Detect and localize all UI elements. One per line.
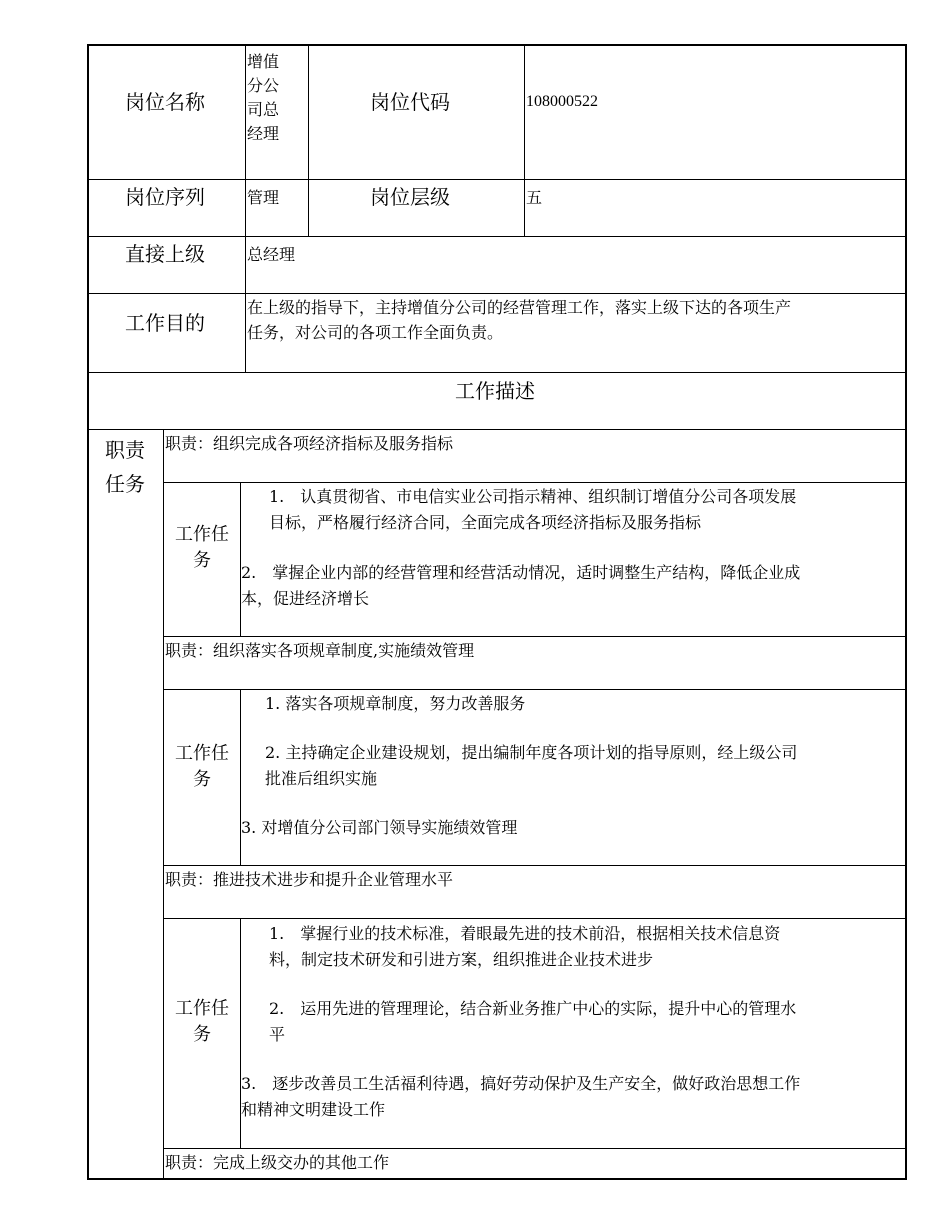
position-name-line: 司总 — [247, 100, 280, 119]
table-border-right — [905, 44, 907, 1180]
row-divider — [87, 429, 907, 430]
task-label-line: 务 — [193, 769, 211, 790]
row-divider — [87, 236, 907, 237]
row-divider — [163, 1148, 907, 1149]
duty-title: 职责：完成上级交办的其他工作 — [165, 1153, 390, 1172]
task-item-line: 1. 掌握行业的技术标准，着眼最先进的技术前沿，根据相关技术信息资 — [269, 924, 781, 943]
table-border-top — [87, 44, 907, 46]
purpose-label: 工作目的 — [125, 311, 205, 335]
section-title: 工作描述 — [455, 379, 535, 403]
row-divider — [87, 293, 907, 294]
purpose-text-line: 在上级的指导下，主持增值分公司的经营管理工作，落实上级下达的各项生产 — [247, 298, 792, 317]
task-item-line: 和精神文明建设工作 — [241, 1100, 386, 1119]
task-item-line: 1. 落实各项规章制度，努力改善服务 — [265, 694, 526, 713]
row-divider — [163, 636, 907, 637]
task-item-line: 1. 认真贯彻省、市电信实业公司指示精神、组织制订增值分公司各项发展 — [269, 487, 797, 506]
sequence-value: 管理 — [247, 188, 280, 207]
table-border-bottom — [87, 1178, 907, 1180]
position-code-label: 岗位代码 — [370, 90, 450, 114]
side-label-line: 职责 — [105, 438, 145, 462]
task-label-line: 务 — [193, 1024, 211, 1045]
level-value: 五 — [526, 188, 543, 207]
task-item-line: 2. 运用先进的管理理论，结合新业务推广中心的实际，提升中心的管理水 — [269, 999, 797, 1018]
position-name-label: 岗位名称 — [125, 90, 205, 114]
position-code-value: 108000522 — [526, 93, 598, 110]
purpose-text-line: 任务，对公司的各项工作全面负责。 — [247, 323, 504, 342]
col-divider — [524, 44, 525, 237]
row-divider — [87, 372, 907, 373]
task-item-line: 平 — [269, 1025, 286, 1044]
table-border-left — [87, 44, 89, 1180]
task-label-line: 务 — [193, 550, 211, 571]
duty-title: 职责：推进技术进步和提升企业管理水平 — [165, 870, 454, 889]
position-name-line: 增值 — [247, 52, 280, 71]
row-divider — [163, 689, 907, 690]
superior-value: 总经理 — [247, 245, 296, 264]
task-item-line: 目标，严格履行经济合同，全面完成各项经济指标及服务指标 — [269, 513, 702, 532]
col-divider — [240, 482, 241, 637]
task-item-line: 料，制定技术研发和引进方案，组织推进企业技术进步 — [269, 950, 654, 969]
duty-title: 职责：组织落实各项规章制度,实施绩效管理 — [165, 641, 475, 660]
task-label-line: 工作任 — [175, 998, 229, 1019]
col-divider — [308, 44, 309, 237]
task-item-line: 本，促进经济增长 — [241, 589, 370, 608]
superior-label: 直接上级 — [125, 242, 205, 266]
row-divider — [163, 918, 907, 919]
position-name-line: 经理 — [247, 124, 280, 143]
task-item-line: 3. 逐步改善员工生活福利待遇，搞好劳动保护及生产安全，做好政治思想工作 — [241, 1074, 801, 1093]
task-item-line: 3. 对增值分公司部门领导实施绩效管理 — [241, 818, 518, 837]
row-divider — [87, 179, 907, 180]
task-item-line: 批准后组织实施 — [265, 769, 378, 788]
task-label-line: 工作任 — [175, 524, 229, 545]
task-item-line: 2. 主持确定企业建设规划，提出编制年度各项计划的指导原则，经上级公司 — [265, 743, 798, 762]
level-label: 岗位层级 — [370, 185, 450, 209]
position-name-line: 分公 — [247, 76, 280, 95]
row-divider — [163, 865, 907, 866]
col-divider — [245, 44, 246, 373]
side-label-line: 任务 — [105, 472, 145, 496]
row-divider — [163, 482, 907, 483]
task-label-line: 工作任 — [175, 743, 229, 764]
sequence-label: 岗位序列 — [125, 185, 205, 209]
duty-title: 职责：组织完成各项经济指标及服务指标 — [165, 434, 454, 453]
task-item-line: 2. 掌握企业内部的经营管理和经营活动情况，适时调整生产结构，降低企业成 — [241, 563, 801, 582]
